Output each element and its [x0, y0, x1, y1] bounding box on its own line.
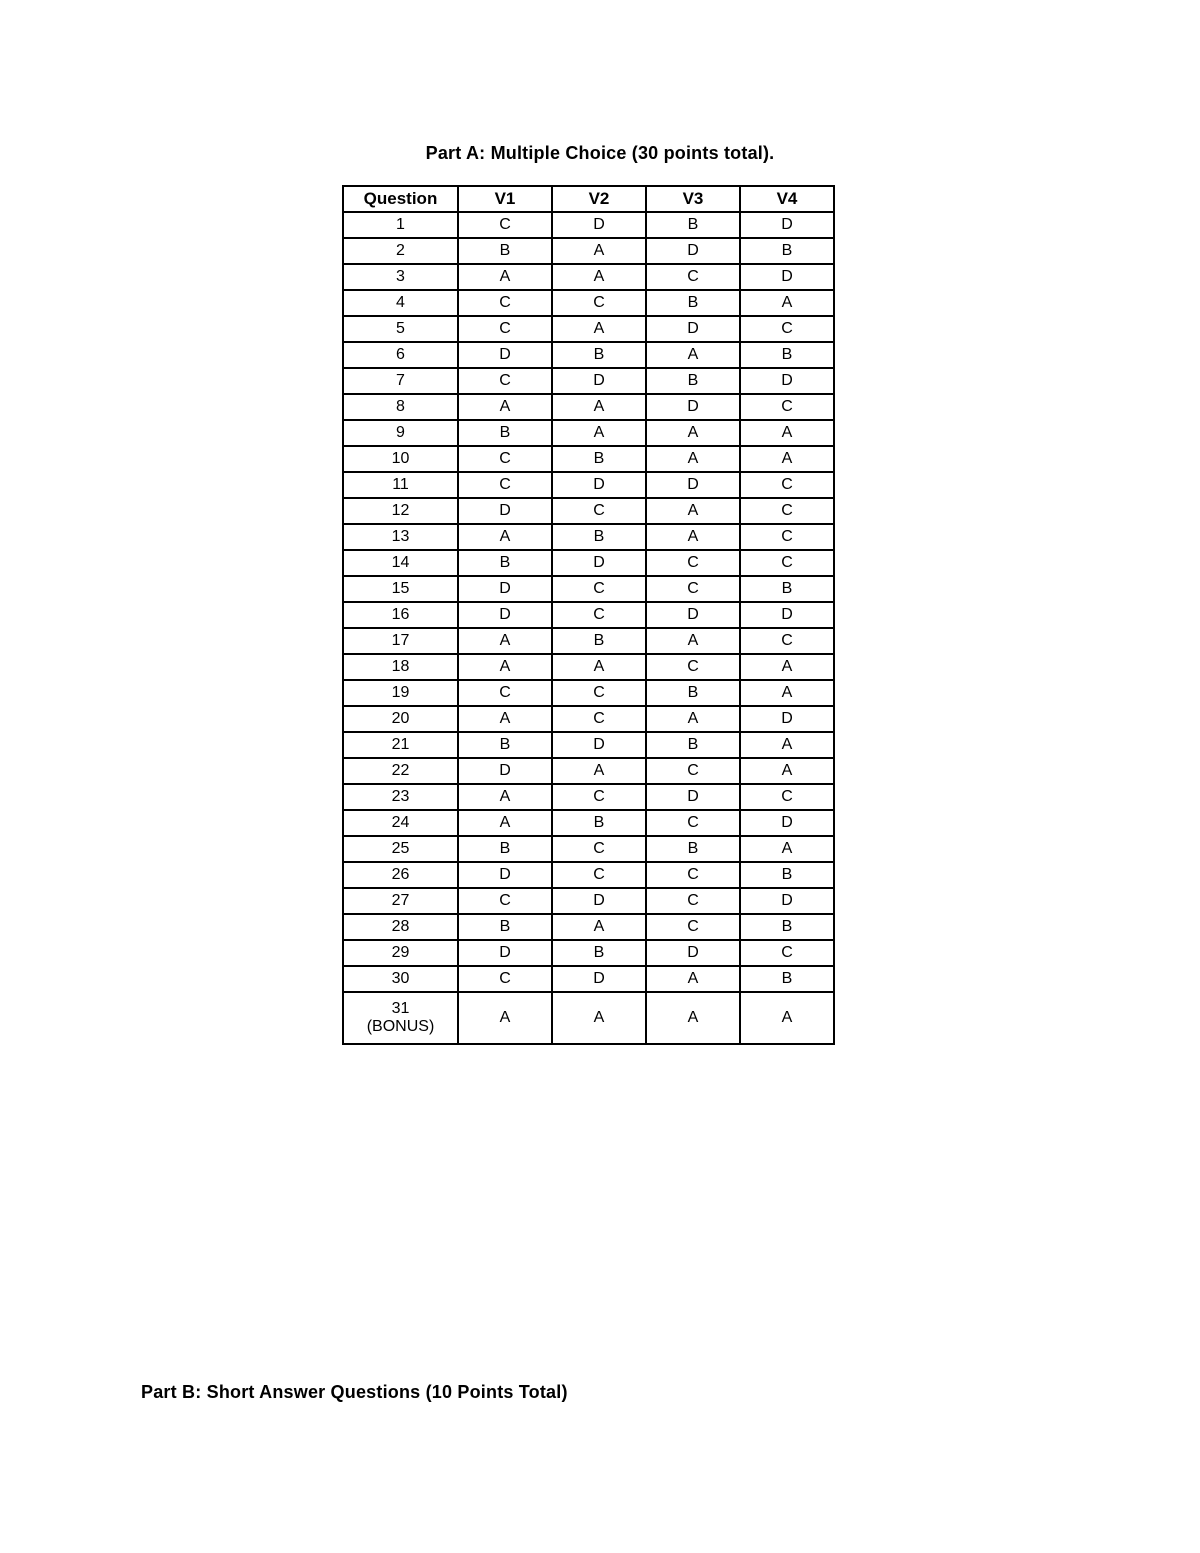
answer-cell-v2: C [552, 706, 646, 732]
table-row [343, 810, 834, 836]
table-row [343, 420, 834, 446]
answer-cell-v3: C [646, 862, 740, 888]
answer-cell-v4: A [740, 654, 834, 680]
answer-cell-v2: C [552, 862, 646, 888]
answer-cell-v2: A [552, 264, 646, 290]
answer-cell-v2: B [552, 342, 646, 368]
answer-cell-v2: D [552, 472, 646, 498]
question-number-cell: 28 [343, 914, 458, 940]
question-number-cell: 23 [343, 784, 458, 810]
answer-key-table [342, 185, 835, 1045]
answer-cell-v4: D [740, 888, 834, 914]
answer-cell-v4: B [740, 576, 834, 602]
question-number-cell [343, 992, 458, 1044]
answer-cell-v4: C [740, 498, 834, 524]
table-row [343, 940, 834, 966]
answer-cell-v3: A [646, 498, 740, 524]
table-row [343, 316, 834, 342]
answer-cell-v2: D [552, 368, 646, 394]
answer-cell-v1: D [458, 602, 552, 628]
answer-cell-v2: A [552, 316, 646, 342]
answer-cell-v1: B [458, 732, 552, 758]
question-number-cell: 26 [343, 862, 458, 888]
question-number-cell: 16 [343, 602, 458, 628]
answer-cell-v4: C [740, 394, 834, 420]
answer-cell-v1: B [458, 550, 552, 576]
question-number-cell: 18 [343, 654, 458, 680]
table-row [343, 602, 834, 628]
question-number-cell: 7 [343, 368, 458, 394]
answer-cell-v3: B [646, 368, 740, 394]
answer-cell-v3: A [646, 966, 740, 992]
answer-cell-v4: A [740, 446, 834, 472]
answer-cell-v1: B [458, 836, 552, 862]
answer-cell-v1: D [458, 758, 552, 784]
answer-cell-v2: D [552, 966, 646, 992]
question-number-cell: 3 [343, 264, 458, 290]
answer-cell-v2: D [552, 550, 646, 576]
table-row [343, 472, 834, 498]
header-v2: V2 [552, 186, 646, 212]
question-number-cell: 27 [343, 888, 458, 914]
answer-cell-v2: B [552, 446, 646, 472]
question-number-cell: 21 [343, 732, 458, 758]
answer-cell-v3: D [646, 316, 740, 342]
answer-cell-v1: D [458, 862, 552, 888]
header-v3: V3 [646, 186, 740, 212]
answer-cell-v1: A [458, 784, 552, 810]
answer-cell-v3: C [646, 758, 740, 784]
answer-cell-v1: B [458, 914, 552, 940]
answer-cell-v4: A [740, 732, 834, 758]
bonus-row [343, 992, 834, 1044]
answer-cell-v4: A [740, 836, 834, 862]
answer-cell-v4: B [740, 342, 834, 368]
answer-cell-v4: B [740, 966, 834, 992]
table-row [343, 966, 834, 992]
answer-cell-v2: C [552, 602, 646, 628]
answer-cell-v4: A [740, 290, 834, 316]
table-header-row [343, 186, 834, 212]
answer-cell-v1: A [458, 810, 552, 836]
answer-cell-v1: A [458, 264, 552, 290]
table-row [343, 654, 834, 680]
answer-cell-v3: D [646, 940, 740, 966]
bonus-label: (BONUS) [366, 1018, 435, 1035]
answer-cell-v1: C [458, 888, 552, 914]
question-number-cell: 11 [343, 472, 458, 498]
table-row [343, 862, 834, 888]
answer-cell-v3: D [646, 602, 740, 628]
table-row [343, 680, 834, 706]
answer-cell-v3: D [646, 238, 740, 264]
answer-cell-v1: C [458, 680, 552, 706]
question-number-cell: 29 [343, 940, 458, 966]
answer-cell-v2: C [552, 680, 646, 706]
answer-cell-v3: D [646, 784, 740, 810]
answer-cell-v2: A [552, 238, 646, 264]
table-row [343, 342, 834, 368]
answer-cell-v2: B [552, 628, 646, 654]
answer-cell-v3: C [646, 654, 740, 680]
answer-cell-v2: A [552, 992, 646, 1044]
question-number-cell: 15 [343, 576, 458, 602]
answer-cell-v2: A [552, 914, 646, 940]
answer-cell-v3: D [646, 472, 740, 498]
answer-cell-v1: C [458, 368, 552, 394]
table-row [343, 784, 834, 810]
answer-cell-v3: A [646, 706, 740, 732]
answer-cell-v3: C [646, 810, 740, 836]
answer-cell-v2: A [552, 420, 646, 446]
answer-cell-v2: C [552, 784, 646, 810]
bonus-question-number: 31 [391, 1000, 410, 1017]
question-number-cell: 5 [343, 316, 458, 342]
answer-cell-v2: B [552, 940, 646, 966]
question-number-cell: 13 [343, 524, 458, 550]
part-a-title: Part A: Multiple Choice (30 points total). [425, 143, 775, 163]
answer-cell-v3: C [646, 914, 740, 940]
answer-cell-v4: C [740, 940, 834, 966]
question-number-cell: 22 [343, 758, 458, 784]
answer-cell-v4: A [740, 680, 834, 706]
answer-cell-v4: D [740, 602, 834, 628]
answer-cell-v4: C [740, 784, 834, 810]
table-row [343, 238, 834, 264]
answer-cell-v4: C [740, 524, 834, 550]
answer-cell-v2: C [552, 290, 646, 316]
question-number-cell: 24 [343, 810, 458, 836]
question-number-cell: 20 [343, 706, 458, 732]
table-row [343, 732, 834, 758]
answer-cell-v1: A [458, 654, 552, 680]
answer-cell-v1: A [458, 628, 552, 654]
question-number-cell: 9 [343, 420, 458, 446]
answer-cell-v3: C [646, 576, 740, 602]
answer-cell-v2: C [552, 836, 646, 862]
answer-cell-v1: C [458, 446, 552, 472]
answer-cell-v4: C [740, 550, 834, 576]
answer-cell-v4: A [740, 758, 834, 784]
answer-cell-v3: B [646, 212, 740, 238]
table-row [343, 212, 834, 238]
answer-cell-v1: D [458, 342, 552, 368]
answer-cell-v1: A [458, 992, 552, 1044]
answer-cell-v1: B [458, 238, 552, 264]
answer-cell-v1: C [458, 316, 552, 342]
table-row [343, 394, 834, 420]
question-number-cell: 14 [343, 550, 458, 576]
answer-cell-v4: D [740, 264, 834, 290]
question-number-cell: 6 [343, 342, 458, 368]
table-row [343, 368, 834, 394]
answer-cell-v3: A [646, 628, 740, 654]
answer-cell-v1: B [458, 420, 552, 446]
answer-cell-v2: A [552, 758, 646, 784]
answer-cell-v3: B [646, 290, 740, 316]
answer-cell-v2: D [552, 732, 646, 758]
answer-cell-v2: B [552, 524, 646, 550]
answer-cell-v1: D [458, 940, 552, 966]
table-row [343, 628, 834, 654]
answer-cell-v3: A [646, 342, 740, 368]
table-row [343, 836, 834, 862]
question-number-cell: 25 [343, 836, 458, 862]
question-number-cell: 30 [343, 966, 458, 992]
answer-cell-v1: C [458, 472, 552, 498]
answer-cell-v1: D [458, 498, 552, 524]
answer-cell-v3: A [646, 420, 740, 446]
header-v4: V4 [740, 186, 834, 212]
answer-cell-v2: D [552, 888, 646, 914]
question-number-cell: 4 [343, 290, 458, 316]
table-row [343, 576, 834, 602]
answer-cell-v1: C [458, 290, 552, 316]
answer-cell-v2: B [552, 810, 646, 836]
answer-table-body [343, 212, 834, 1044]
answer-cell-v3: C [646, 888, 740, 914]
answer-cell-v3: A [646, 446, 740, 472]
answer-cell-v1: A [458, 706, 552, 732]
table-row [343, 888, 834, 914]
answer-cell-v3: C [646, 264, 740, 290]
question-number-cell: 19 [343, 680, 458, 706]
answer-cell-v3: A [646, 524, 740, 550]
answer-cell-v1: D [458, 576, 552, 602]
table-row [343, 550, 834, 576]
header-v1: V1 [458, 186, 552, 212]
question-number-cell: 1 [343, 212, 458, 238]
answer-cell-v4: D [740, 368, 834, 394]
answer-cell-v3: A [646, 992, 740, 1044]
answer-cell-v1: A [458, 394, 552, 420]
table-row [343, 446, 834, 472]
answer-cell-v4: A [740, 420, 834, 446]
answer-cell-v4: C [740, 628, 834, 654]
answer-cell-v4: D [740, 706, 834, 732]
question-number-cell: 8 [343, 394, 458, 420]
table-row [343, 498, 834, 524]
table-row [343, 706, 834, 732]
answer-cell-v4: B [740, 914, 834, 940]
question-number-cell: 12 [343, 498, 458, 524]
header-question: Question [343, 186, 458, 212]
answer-cell-v2: A [552, 654, 646, 680]
table-row [343, 758, 834, 784]
question-number-cell: 17 [343, 628, 458, 654]
table-row [343, 290, 834, 316]
answer-cell-v4: D [740, 212, 834, 238]
part-b-title: Part B: Short Answer Questions (10 Points Total) [141, 1382, 568, 1402]
answer-cell-v3: B [646, 680, 740, 706]
answer-cell-v1: A [458, 524, 552, 550]
answer-cell-v2: C [552, 498, 646, 524]
answer-cell-v3: B [646, 732, 740, 758]
answer-cell-v3: D [646, 394, 740, 420]
answer-cell-v3: C [646, 550, 740, 576]
table-row [343, 264, 834, 290]
answer-cell-v3: B [646, 836, 740, 862]
answer-cell-v1: C [458, 966, 552, 992]
answer-cell-v4: C [740, 472, 834, 498]
question-number-cell: 10 [343, 446, 458, 472]
answer-cell-v4: D [740, 810, 834, 836]
table-row [343, 524, 834, 550]
answer-cell-v4: B [740, 238, 834, 264]
answer-cell-v4: A [740, 992, 834, 1044]
answer-cell-v2: C [552, 576, 646, 602]
answer-cell-v1: C [458, 212, 552, 238]
question-number-cell: 2 [343, 238, 458, 264]
answer-cell-v2: A [552, 394, 646, 420]
answer-cell-v2: D [552, 212, 646, 238]
table-row [343, 914, 834, 940]
answer-cell-v4: B [740, 862, 834, 888]
answer-cell-v4: C [740, 316, 834, 342]
